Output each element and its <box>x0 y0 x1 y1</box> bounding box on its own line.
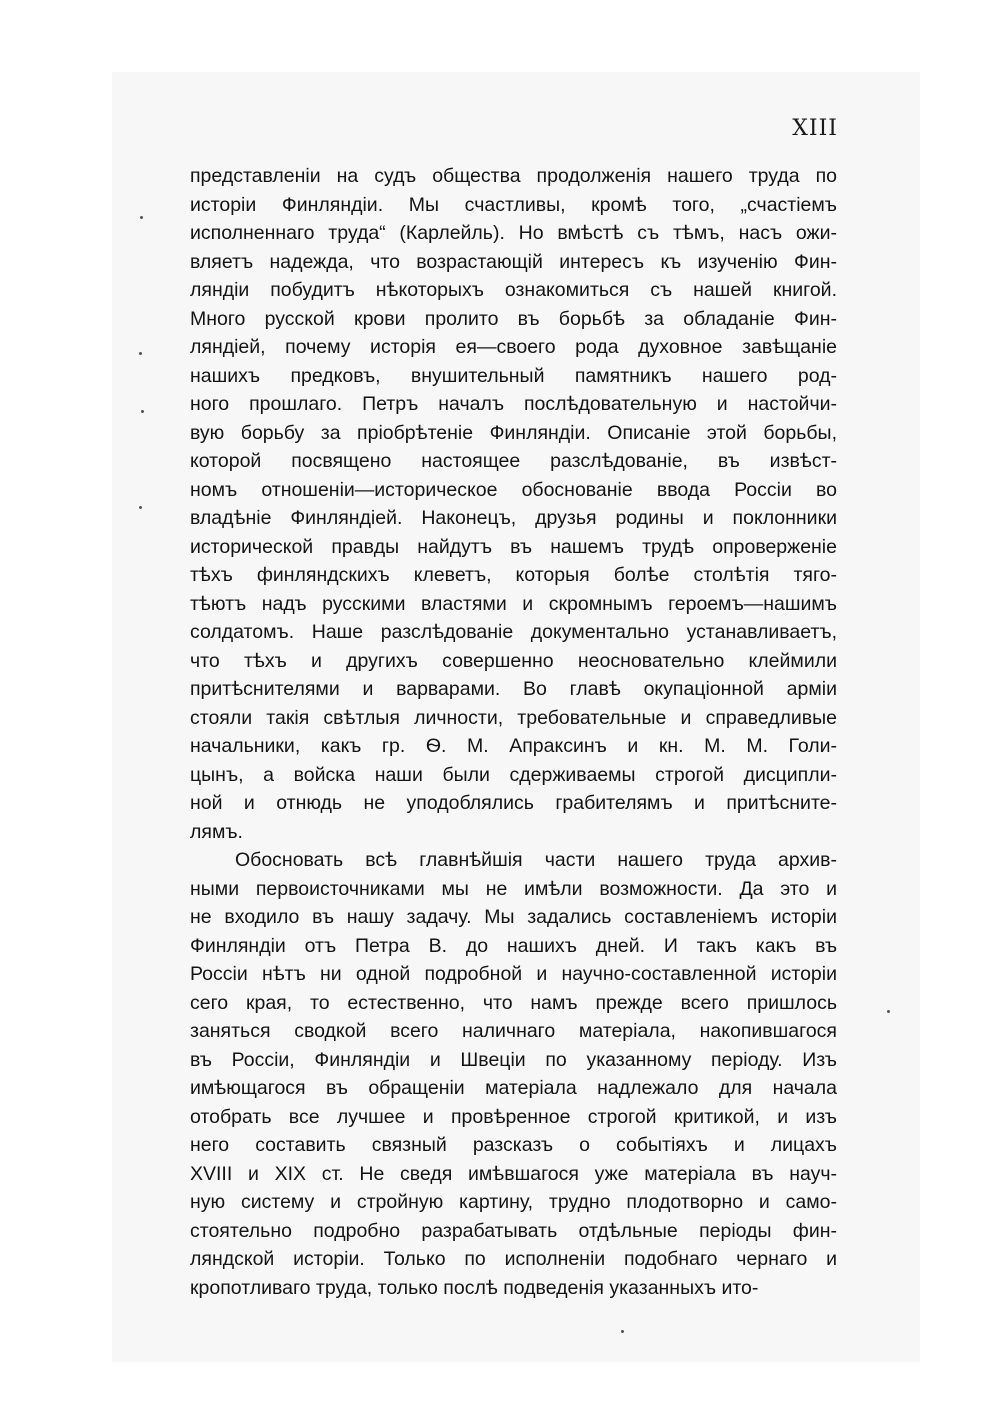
text-line: стоятельно подробно разрабатывать отдѣльные періоды фин- <box>190 1219 837 1242</box>
scan-speck <box>621 1330 624 1333</box>
text-line: исполненнаго труда“ (Карлейль). Но вмѣстѣ съ тѣмъ, насъ ожи- <box>190 222 837 244</box>
scan-speck <box>140 216 143 219</box>
page-number: XIII <box>792 116 838 141</box>
text-line: ляндіи побудитъ нѣкоторыхъ ознакомиться съ нашей книгой. <box>190 279 837 301</box>
text-line: имѣющагося въ обращеніи матеріала надлежало для начала <box>190 1077 837 1099</box>
text-line: начальники, какъ гр. Ѳ. М. Апраксинъ и кн. М. М. Голи- <box>190 735 837 757</box>
text-line: кропотливаго труда, только послѣ подведенія указанныхъ ито- <box>190 1276 759 1299</box>
text-line: ными первоисточниками мы не имѣли возможности. Да это и <box>190 877 837 900</box>
text-line: стояли такія свѣтлыя личности, требовательные и справедливые <box>190 706 837 729</box>
text-line: исторіи Финляндіи. Мы счастливы, кромѣ того, „счастіемъ <box>190 193 837 216</box>
text-line: вляетъ надежда, что возрастающій интересъ къ изученію Фин- <box>190 250 837 273</box>
text-line: что тѣхъ и другихъ совершенно неосновательно клеймили <box>190 649 837 672</box>
text-line: исторической правды найдутъ въ нашемъ трудѣ опроверженіе <box>190 535 837 558</box>
text-line: ную систему и стройную картину, трудно плодотворно и само- <box>190 1191 837 1213</box>
text-line: номъ отношеніи—историческое обоснованіе ввода Россіи во <box>190 478 837 501</box>
text-line: солдатомъ. Наше разслѣдованіе документально устанавливаетъ, <box>190 621 837 643</box>
text-line: ной и отнюдь не уподоблялись грабителямъ и притѣсните- <box>190 792 837 814</box>
scan-speck <box>887 1010 890 1013</box>
text-line: заняться сводкой всего наличнаго матеріала, накопившагося <box>190 1020 837 1042</box>
text-line: тѣхъ финляндскихъ клеветъ, которыя болѣе столѣтія тяго- <box>190 564 837 586</box>
scan-speck <box>139 352 142 355</box>
body-text <box>190 162 837 1302</box>
text-line: Обосновать всѣ главнѣйшія части нашего труда архив- <box>235 849 837 871</box>
text-line: сего края, то естественно, что намъ прежде всего пришлось <box>190 991 837 1014</box>
text-line: отобрать все лучшее и провѣренное строгой критикой, и изъ <box>190 1105 837 1128</box>
paragraph <box>190 846 837 1302</box>
text-line: тѣютъ надъ русскими властями и скромнымъ героемъ—нашимъ <box>190 592 837 615</box>
text-line: ного прошлаго. Петръ началъ послѣдовательную и настойчи- <box>190 393 837 415</box>
text-line: представленіи на судъ общества продолженія нашего труда по <box>190 165 837 187</box>
text-line: ляндской исторіи. Только по исполненіи подобнаго чернаго и <box>190 1248 837 1270</box>
text-line: цынъ, а войска наши были сдерживаемы строгой дисципли- <box>190 763 837 786</box>
text-line: XVIII и XIX ст. Не сведя имѣвшагося уже матеріала въ науч- <box>190 1162 837 1185</box>
text-line: въ Россіи, Финляндіи и Швеціи по указанному періоду. Изъ <box>190 1048 837 1071</box>
scan-speck <box>141 410 144 413</box>
text-line: нашихъ предковъ, внушительный памятникъ нашего род- <box>190 364 837 387</box>
text-line: притѣснителями и варварами. Во главѣ окупаціонной арміи <box>190 678 837 700</box>
scan-speck <box>139 506 142 509</box>
text-line: ляндіей, почему исторія ея—своего рода духовное завѣщаніе <box>190 336 837 358</box>
text-line: Много русской крови пролито въ борьбѣ за обладаніе Фин- <box>190 307 837 330</box>
paragraph <box>190 162 837 846</box>
text-line: лямъ. <box>190 820 243 843</box>
text-line: Финляндіи отъ Петра В. до нашихъ дней. И такъ какъ въ <box>190 934 837 957</box>
text-line: него составить связный разсказъ о событіяхъ и лицахъ <box>190 1134 837 1156</box>
text-line: Россіи нѣтъ ни одной подробной и научно-составленной исторіи <box>190 963 837 985</box>
text-line: владѣніе Финляндіей. Наконецъ, друзья родины и поклонники <box>190 507 837 529</box>
text-line: не входило въ нашу задачу. Мы задались составленіемъ исторіи <box>190 906 837 928</box>
text-line: которой посвящено настоящее разслѣдованіе, въ извѣст- <box>190 450 837 472</box>
text-line: вую борьбу за пріобрѣтеніе Финляндіи. Описаніе этой борьбы, <box>190 421 837 444</box>
